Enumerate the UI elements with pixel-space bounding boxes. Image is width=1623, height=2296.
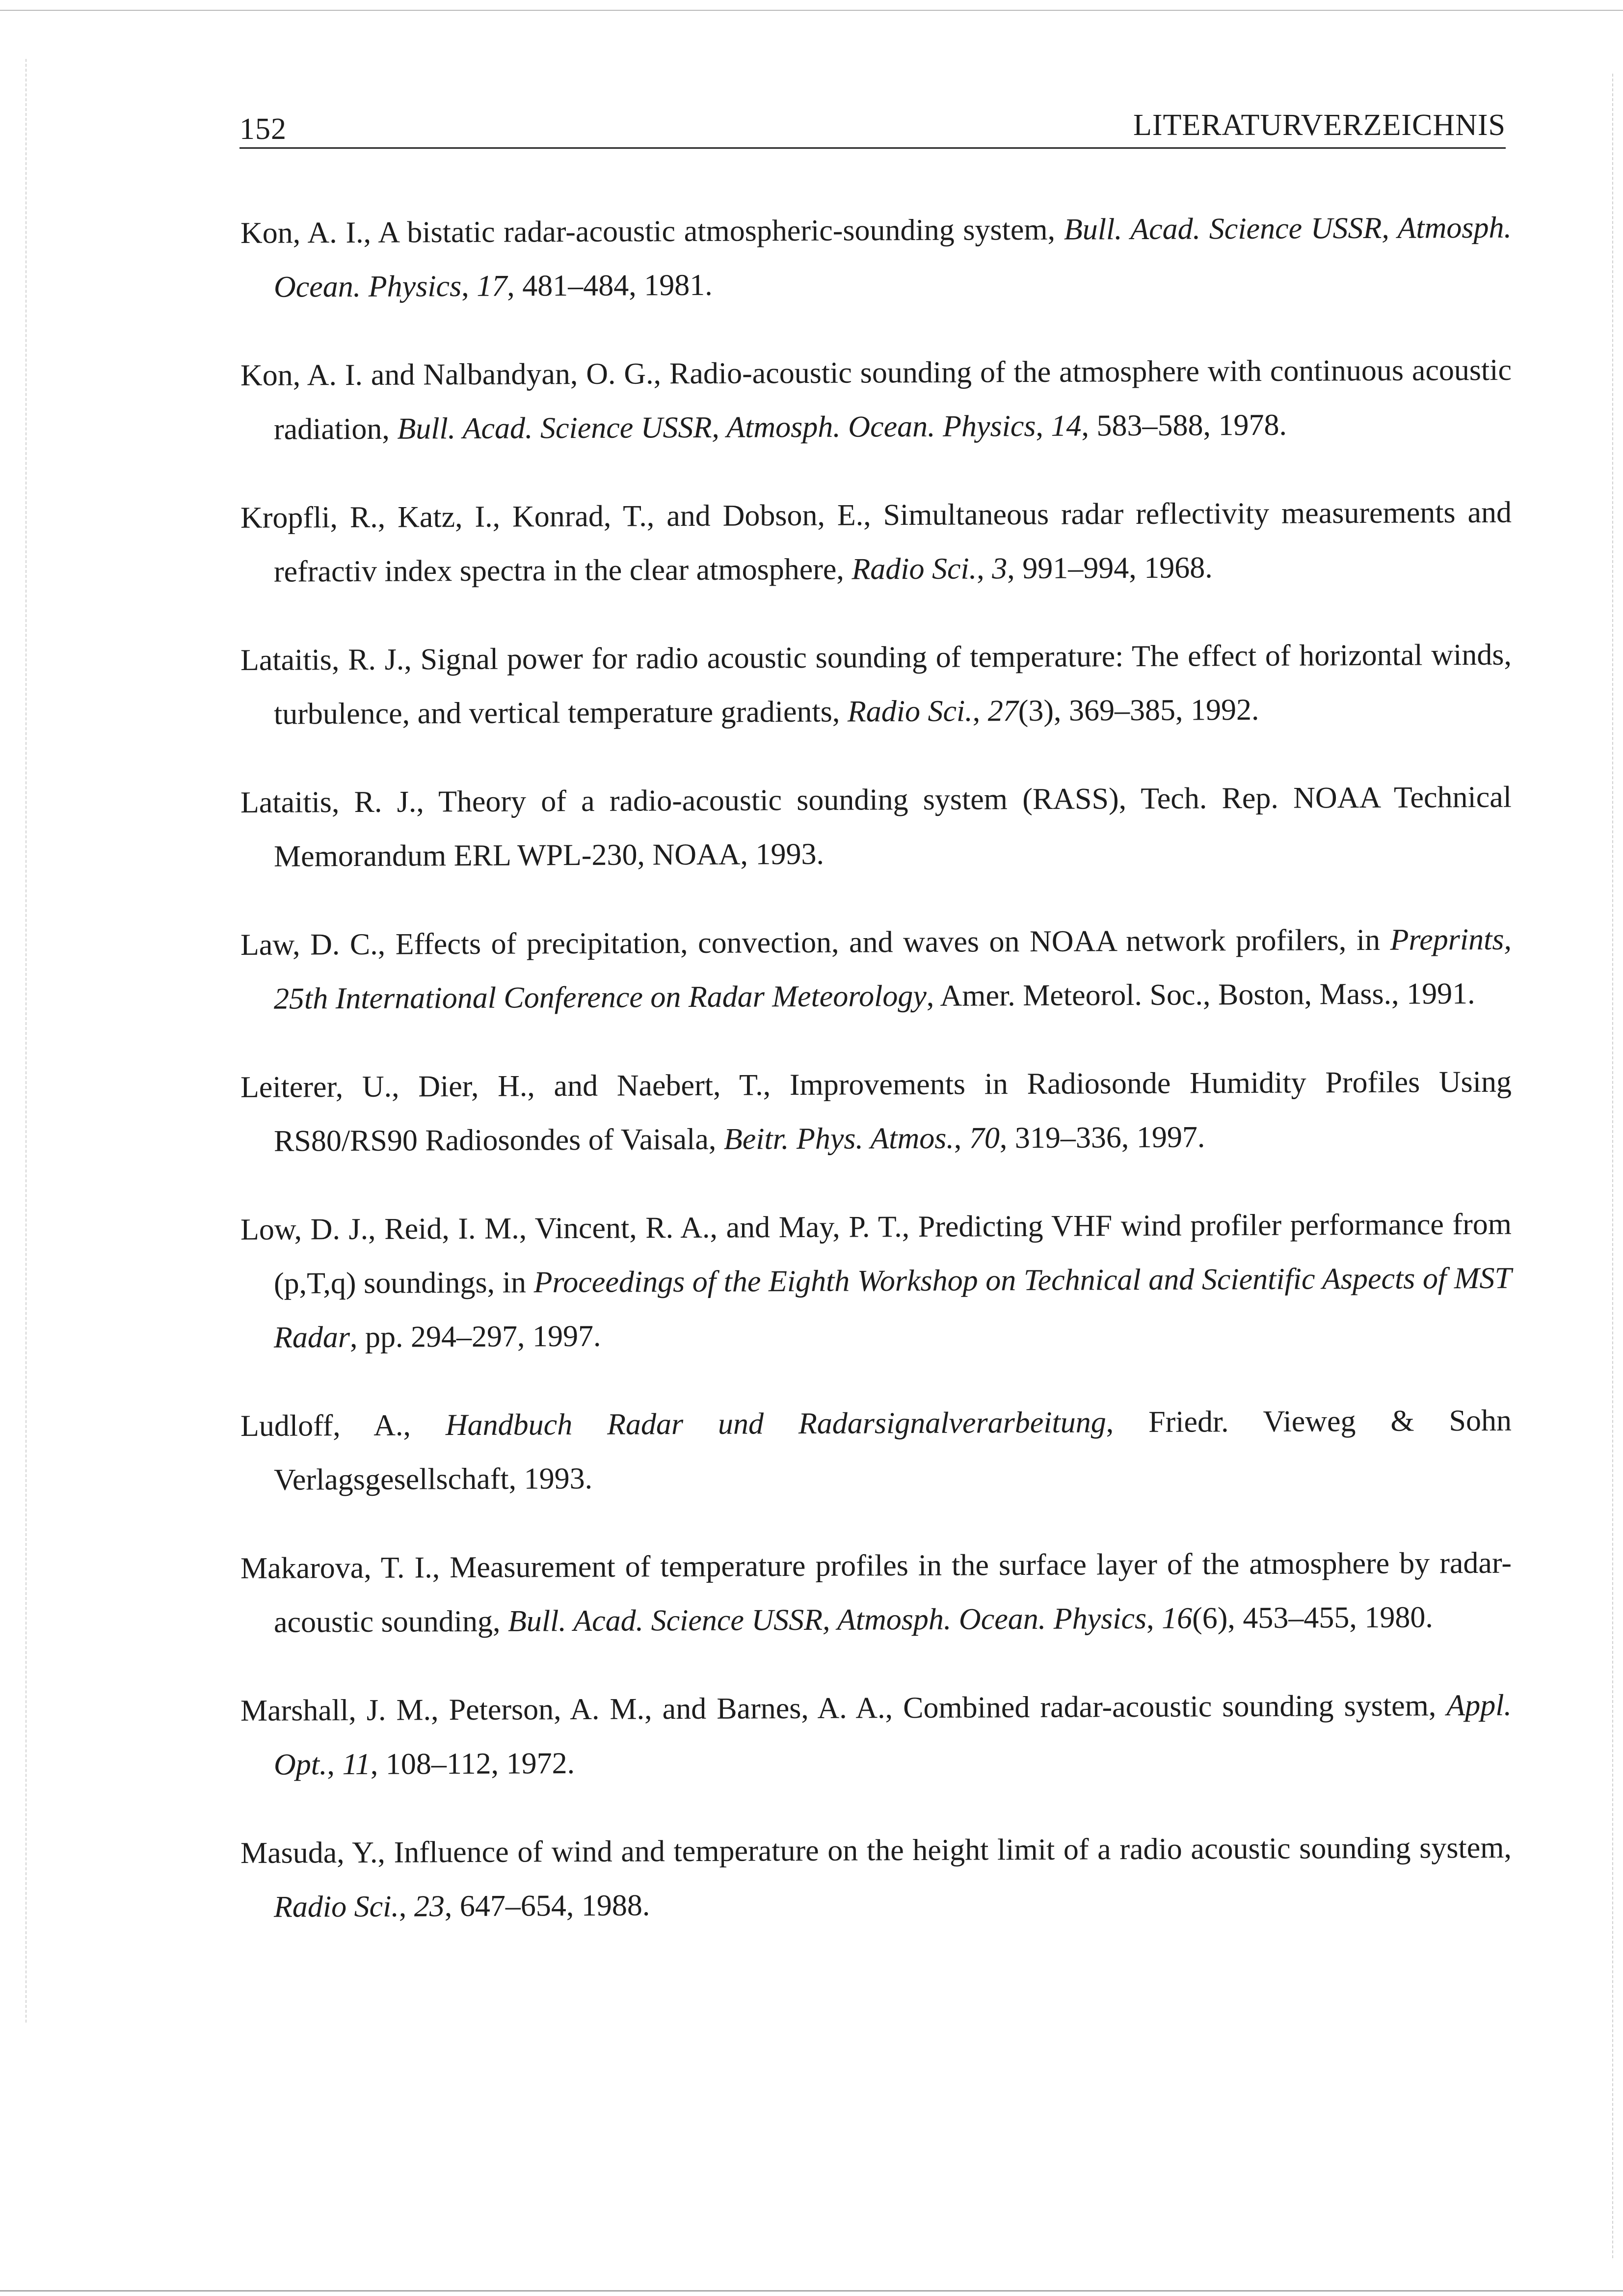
reference-text: Kon, A. I., A bistatic radar-acoustic atmospheric-sounding system, [240,213,1064,250]
reference-text: Lataitis, R. J., Signal power for radio acoustic sounding of temperature: The effect of horizontal winds, turbulence, and vertical temperature gradients, [240,638,1512,731]
reference-source: Radio Sci. [851,552,977,586]
reference-text: Marshall, J. M., Peterson, A. M., and Barnes, A. A., Combined radar-acoustic sounding system, [240,1689,1447,1728]
reference-list [240,206,1512,1969]
reference-text: (6), 453–455, 1980. [1192,1600,1433,1635]
reference-entry [240,1197,1512,1365]
scan-edge-top [0,10,1623,11]
reference-entry [240,770,1512,884]
header-rule [239,147,1506,149]
reference-text: Low, D. J., Reid, I. M., Vincent, R. A., and May, P. T., Predicting VHF wind profiler performance from (p,T,q) soundings, in [240,1207,1512,1300]
reference-source: Handbuch Radar und Radarsignalverarbeitung [445,1405,1106,1442]
reference-text: Leiterer, U., Dier, H., and Naebert, T., Improvements in Radiosonde Humidity Profiles Using RS80/RS90 Radiosondes of Vaisala, [240,1065,1512,1158]
reference-source: Appl. Opt. [274,1688,1512,1782]
reference-entry [240,1055,1512,1168]
reference-volume: 14 [1051,409,1082,443]
page-header [239,103,1506,147]
reference-text: , 108–112, 1972. [370,1747,575,1781]
reference-entry [240,628,1512,741]
reference-source: Bull. Acad. Science USSR, Atmosph. Ocean. Physics [274,211,1512,304]
reference-text: , [977,552,992,586]
reference-text: , 481–484, 1981. [507,268,713,303]
reference-text: , 991–994, 1968. [1007,551,1213,586]
reference-source: Preprints, 25th International Conference on Radar Meteorology [274,922,1512,1016]
reference-text: (3), 369–385, 1992. [1018,693,1259,728]
reference-text: , [327,1748,343,1782]
reference-text: , 319–336, 1997. [999,1120,1205,1155]
reference-entry [240,343,1512,457]
reference-text: Ludloff, A., [240,1408,446,1443]
reference-text: , [399,1890,414,1923]
reference-entry [240,1821,1512,1934]
running-title: LITERATURVERZEICHNIS [1133,108,1506,142]
reference-entry [240,201,1512,314]
scan-edge-bottom [0,2290,1623,2292]
reference-text: , [1036,409,1051,443]
reference-text: Makarova, T. I., Measurement of temperature profiles in the surface layer of the atmosphere by radar-acoustic sounding, [240,1546,1512,1639]
scan-edge-right [1612,74,1613,2258]
reference-source: Bull. Acad. Science USSR, Atmosph. Ocean. Physics [508,1601,1147,1638]
reference-text: , pp. 294–297, 1997. [350,1319,601,1354]
reference-text: , Friedr. Vieweg & Sohn Verlagsgesellschaft, 1993. [274,1404,1512,1497]
reference-entry [240,913,1512,1026]
reference-text: Kropfli, R., Katz, I., Konrad, T., and Dobson, E., Simultaneous radar reflectivity measurements and refractiv index spectra in the clear atmosphere, [240,495,1512,589]
reference-entry [240,1678,1512,1792]
reference-volume: 11 [342,1747,371,1782]
reference-text: , [461,269,477,303]
reference-volume: 3 [992,552,1008,586]
page-number: 152 [239,112,287,146]
reference-text: , [972,694,988,728]
reference-source: Proceedings of the Eighth Workshop on Technical and Scientific Aspects of MST Radar [274,1261,1512,1354]
reference-text: Law, D. C., Effects of precipitation, convection, and waves on NOAA network profilers, in [240,923,1390,962]
reference-entry [240,1394,1512,1507]
reference-source: Beitr. Phys. Atmos. [723,1121,954,1156]
reference-text: Masuda, Y., Influence of wind and temperature on the height limit of a radio acoustic sounding system, [240,1831,1512,1870]
reference-volume: 17 [477,269,507,303]
reference-volume: 16 [1162,1601,1193,1635]
reference-entry [240,1536,1512,1649]
reference-text: , 647–654, 1988. [444,1889,650,1923]
reference-source: Bull. Acad. Science USSR, Atmosph. Ocean. Physics [397,409,1036,446]
scan-edge-left [26,59,27,2023]
reference-text: , [954,1121,969,1155]
reference-text: , 583–588, 1978. [1081,408,1287,443]
reference-text: , Amer. Meteorol. Soc., Boston, Mass., 1991. [926,977,1475,1013]
reference-entry [240,486,1512,599]
reference-volume: 70 [969,1121,1000,1155]
reference-text: Kon, A. I. and Nalbandyan, O. G., Radio-acoustic sounding of the atmosphere with continuous acoustic radiation, [240,353,1512,446]
reference-source: Radio Sci. [847,694,973,729]
reference-text: Lataitis, R. J., Theory of a radio-acoustic sounding system (RASS), Tech. Rep. NOAA Technical Memorandum ERL WPL-230, NOAA, 1993. [240,780,1512,873]
reference-text: , [1146,1601,1162,1635]
reference-source: Radio Sci. [274,1890,399,1924]
reference-volume: 23 [414,1890,445,1923]
reference-volume: 27 [987,694,1018,728]
